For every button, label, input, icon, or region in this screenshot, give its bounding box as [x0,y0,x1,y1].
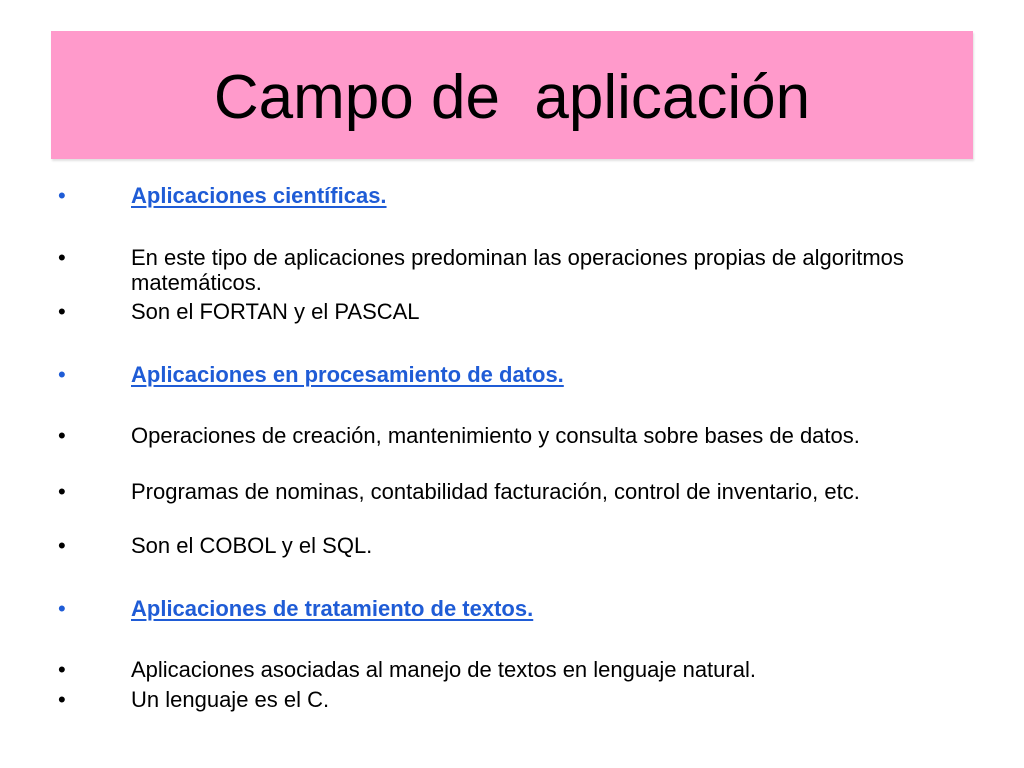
bullet-dot: • [58,533,66,558]
bullet-text: En este tipo de aplicaciones predominan las operaciones propias de algoritmos matemáticos. [131,245,904,295]
bullet-text: Aplicaciones de tratamiento de textos. [131,596,534,621]
bullet-text: Aplicaciones en procesamiento de datos. [131,362,564,387]
bullet-dot: • [58,479,66,504]
bullet-text: Aplicaciones asociadas al manejo de textos en lenguaje natural. [131,657,756,682]
bullet-text: Aplicaciones científicas. [131,183,387,208]
bullet-text: Son el FORTAN y el PASCAL [131,299,420,324]
bullet-dot: • [58,245,66,270]
bullet-text: Programas de nominas, contabilidad facturación, control de inventario, etc. [131,479,860,504]
bullet-dot: • [58,183,66,208]
bullet-text: Son el COBOL y el SQL. [131,533,373,558]
bullet-dot: • [58,299,66,324]
bullet-dot: • [58,687,66,712]
slide-title: Campo de aplicación [213,62,811,132]
bullet-dot: • [58,657,66,682]
bullet-text: Un lenguaje es el C. [131,687,330,712]
bullet-dot: • [58,362,66,387]
bullet-text: Operaciones de creación, mantenimiento y consulta sobre bases de datos. [131,423,860,448]
bullet-dot: • [58,596,66,621]
bullet-dot: • [58,423,66,448]
